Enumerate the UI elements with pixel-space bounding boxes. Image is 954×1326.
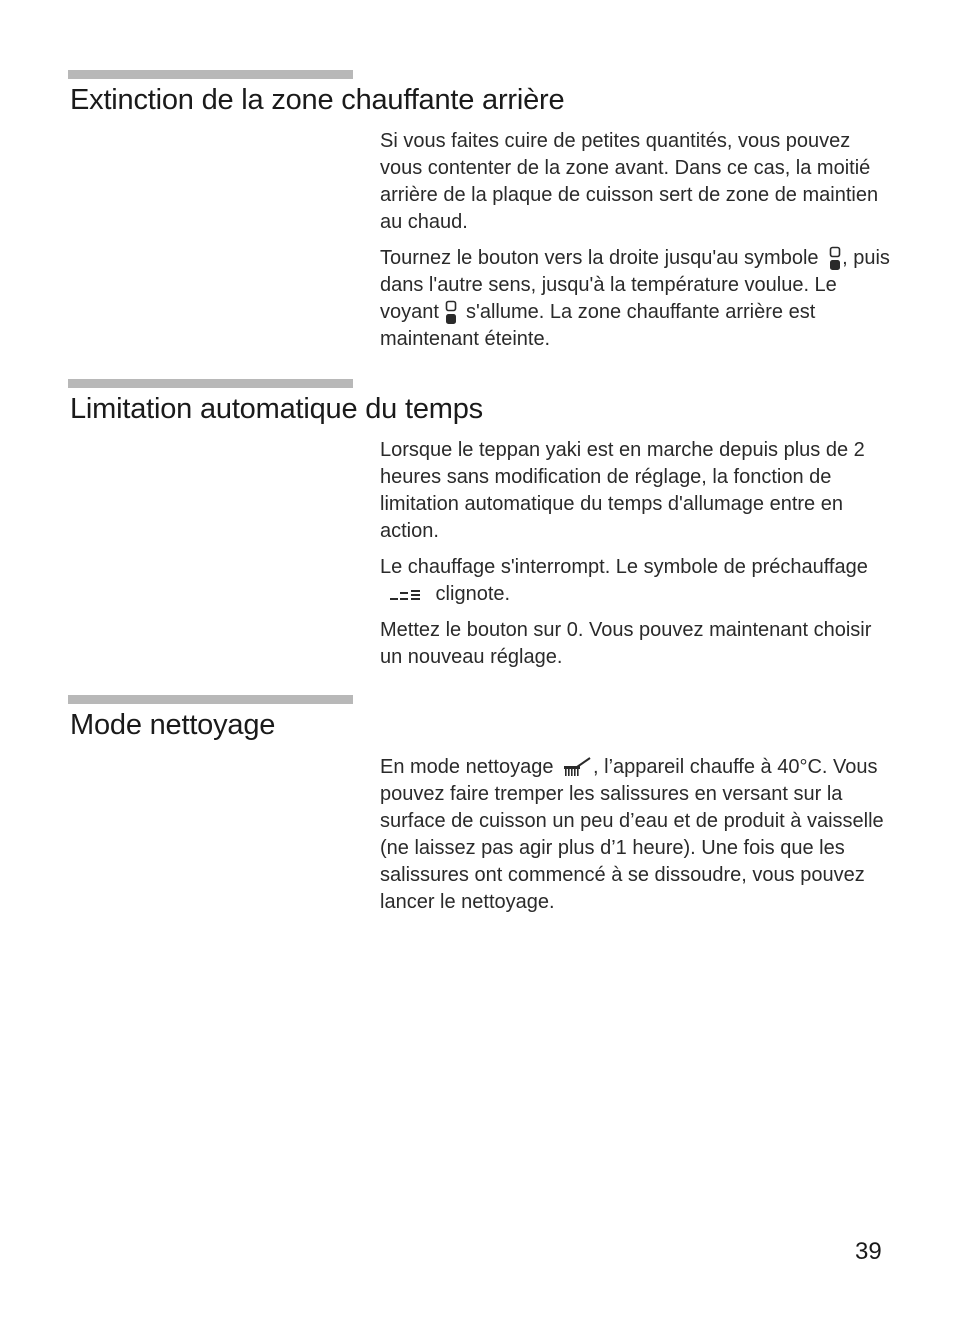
paragraph: Lorsque le teppan yaki est en marche depuis plus de 2 heures sans modification de réglage, la fonction de limitation automatique du temps d'allumage entre en action. [380,439,865,542]
paragraph-text: , l’appareil chauffe à 40°C. Vous pouvez faire tremper les salissures en versant sur la surface de cuisson un peu d’eau et de produit à vaisselle (ne laissez pas agir plus d’1 heure). Une fois que les salissures ont commencé à se dissoudre, vous pouvez lancer le nettoyage. [380,756,884,913]
section-heading: Mode nettoyage [70,709,276,741]
paragraph-text: Le chauffage s'interrompt. Le symbole de préchauffage [380,556,868,578]
section-body [380,754,890,925]
paragraph-text: clignote. [430,583,511,605]
section-heading: Extinction de la zone chauffante arrière [70,84,565,116]
paragraph [380,245,890,353]
rear-zone-off-icon [444,300,458,326]
section-heading: Limitation automatique du temps [70,393,483,425]
section-divider-bar [68,70,353,79]
paragraph-text: En mode nettoyage [380,756,560,778]
section-divider-bar [68,695,353,704]
section-body [380,437,890,680]
paragraph [380,754,890,916]
page-number: 39 [855,1238,882,1265]
paragraph-text: s'allume. La zone chauffante arrière est maintenant éteinte. [380,301,816,350]
section-body [380,128,890,362]
preheat-icon [390,587,422,603]
rear-zone-off-icon [828,246,842,272]
paragraph [380,554,890,608]
cleaning-mode-icon [561,756,591,780]
paragraph-text: Tournez le bouton vers la droite jusqu'au symbole [380,247,825,269]
section-divider-bar [68,379,353,388]
paragraph: Si vous faites cuire de petites quantités, vous pouvez vous contenter de la zone avant. Dans ce cas, la moitié arrière de la plaque de cuisson sert de zone de maintien au chaud. [380,130,879,233]
paragraph-text: , puis dans l'autre sens, jusqu'à la température voulue. Le voyant [380,247,890,323]
paragraph: Mettez le bouton sur 0. Vous pouvez maintenant choisir un nouveau réglage. [380,619,872,668]
